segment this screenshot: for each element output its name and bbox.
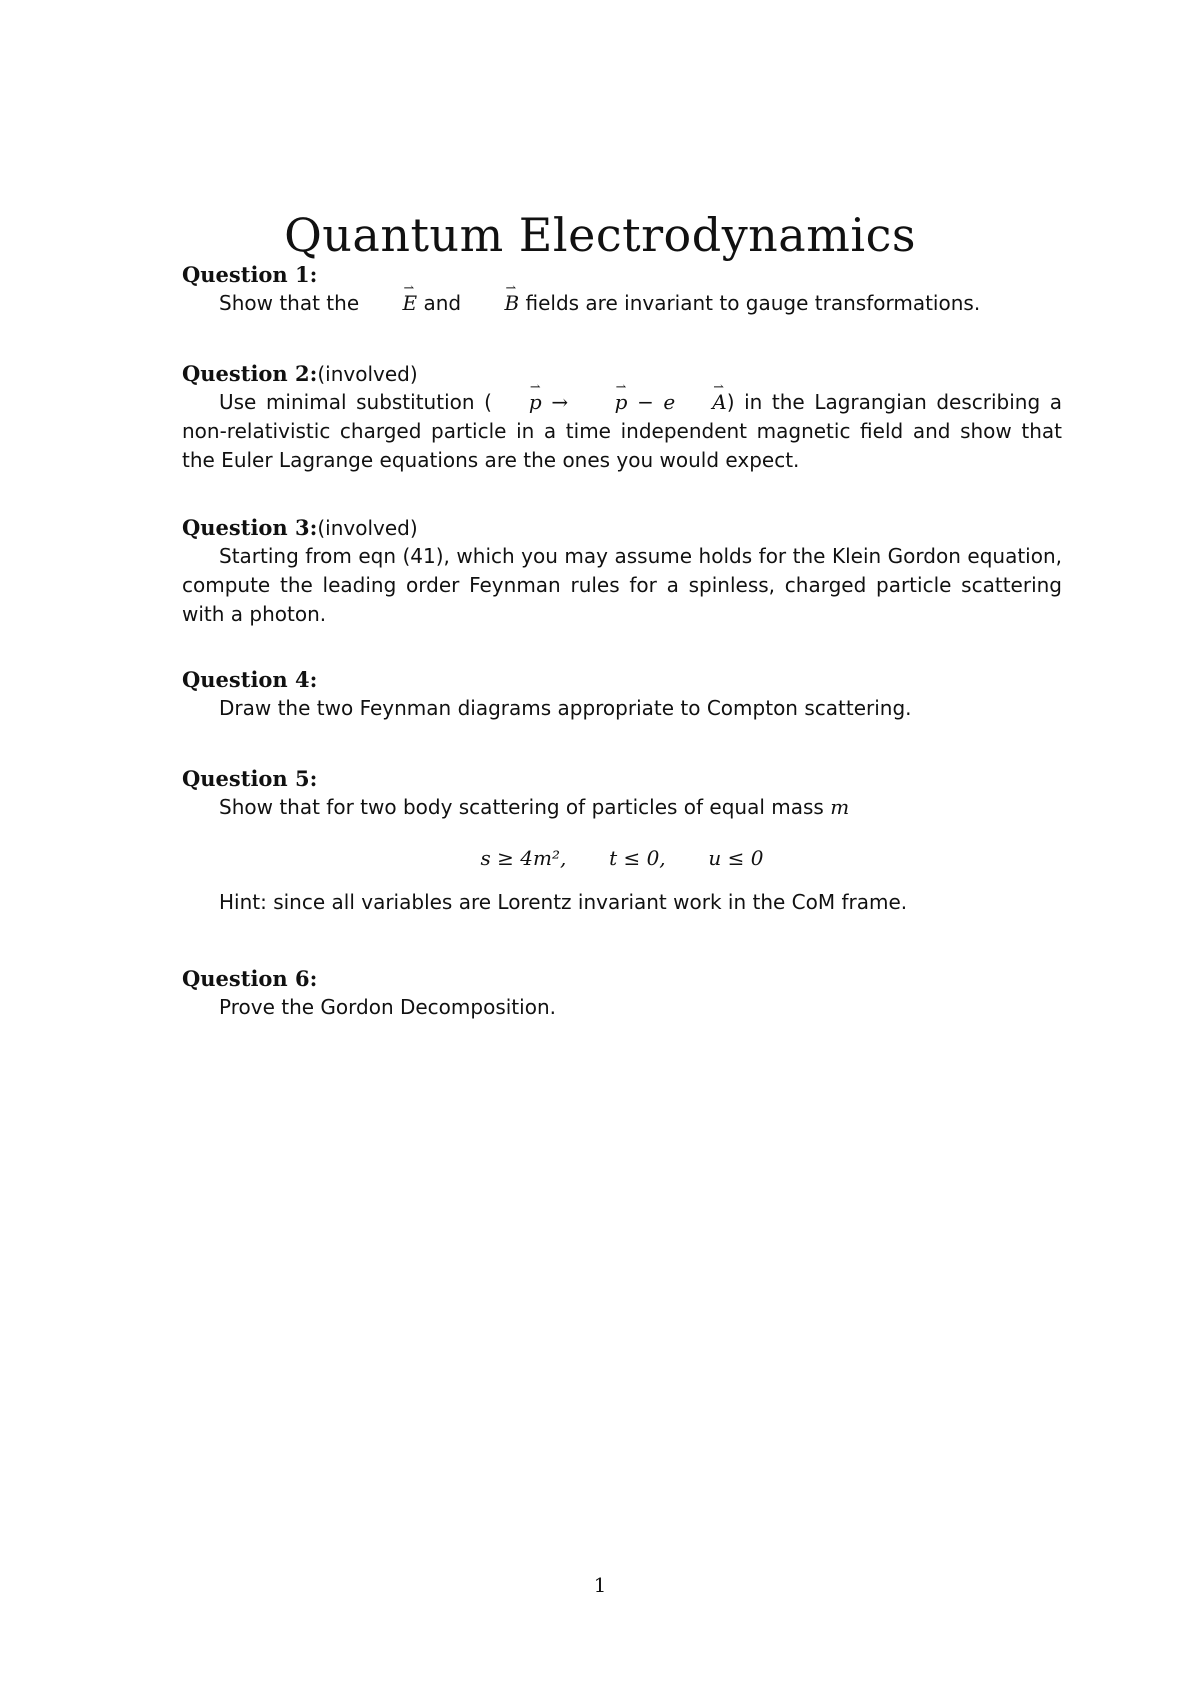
question-4 bbox=[182, 666, 1062, 723]
vector-p-2: ⇀ p bbox=[578, 388, 628, 417]
question-2-text-a: Use minimal substitution ( bbox=[219, 390, 492, 414]
question-5 bbox=[182, 765, 1062, 917]
question-1-text-c: fields are invariant to gauge transformations. bbox=[519, 291, 981, 315]
question-1-header bbox=[182, 261, 1062, 289]
inequality-equation bbox=[182, 840, 1062, 876]
question-2-body bbox=[182, 388, 1062, 475]
vector-b: ⇀ B bbox=[467, 289, 519, 318]
question-3-note: (involved) bbox=[317, 516, 418, 540]
equation-s-bound: s ≥ 4m², bbox=[480, 846, 567, 870]
question-5-header bbox=[182, 765, 1062, 793]
question-5-body bbox=[182, 793, 1062, 822]
question-6-header bbox=[182, 965, 1062, 993]
question-2-label: Question 2: bbox=[182, 361, 318, 386]
vector-e: ⇀ E bbox=[365, 289, 417, 318]
question-1 bbox=[182, 261, 1062, 318]
question-5-hint: Hint: since all variables are Lorentz invariant work in the CoM frame. bbox=[219, 890, 908, 914]
question-4-header bbox=[182, 666, 1062, 694]
question-1-label: Question 1: bbox=[182, 262, 318, 287]
question-3 bbox=[182, 514, 1062, 629]
question-6 bbox=[182, 965, 1062, 1022]
question-1-body bbox=[182, 289, 1062, 318]
question-3-header bbox=[182, 514, 1062, 542]
question-3-label: Question 3: bbox=[182, 515, 318, 540]
vector-p: ⇀ p bbox=[492, 388, 542, 417]
question-2 bbox=[182, 360, 1062, 475]
question-4-body: Draw the two Feynman diagrams appropriate to Compton scattering. bbox=[219, 696, 912, 720]
question-3-body: Starting from eqn (41), which you may assume holds for the Klein Gordon equation, compute the leading order Feynman rules for a spinless, charged particle scattering with a photon. bbox=[182, 544, 1062, 626]
mass-variable: m bbox=[830, 795, 850, 819]
question-2-minus-e: − e bbox=[627, 390, 676, 414]
question-5-text: Show that for two body scattering of particles of equal mass bbox=[219, 795, 831, 819]
question-2-note: (involved) bbox=[317, 362, 418, 386]
page-title: Quantum Electrodynamics bbox=[284, 208, 916, 262]
question-4-label: Question 4: bbox=[182, 667, 318, 692]
question-2-arrow: → bbox=[541, 390, 578, 414]
question-1-text-b: and bbox=[417, 291, 468, 315]
equation-t-bound: t ≤ 0, bbox=[609, 846, 666, 870]
question-2-text-b: ) in the Lagrangian describing a non-relativistic charged particle in a time independent magnetic field and show that the Euler Lagrange equations are the ones you would expect. bbox=[182, 390, 1062, 472]
equation-u-bound: u ≤ 0 bbox=[708, 846, 764, 870]
question-1-text-a: Show that the bbox=[219, 291, 366, 315]
question-5-label: Question 5: bbox=[182, 766, 318, 791]
vector-a: ⇀ A bbox=[675, 388, 726, 417]
question-6-body: Prove the Gordon Decomposition. bbox=[219, 995, 556, 1019]
page-number: 1 bbox=[593, 1573, 607, 1597]
question-6-label: Question 6: bbox=[182, 966, 318, 991]
